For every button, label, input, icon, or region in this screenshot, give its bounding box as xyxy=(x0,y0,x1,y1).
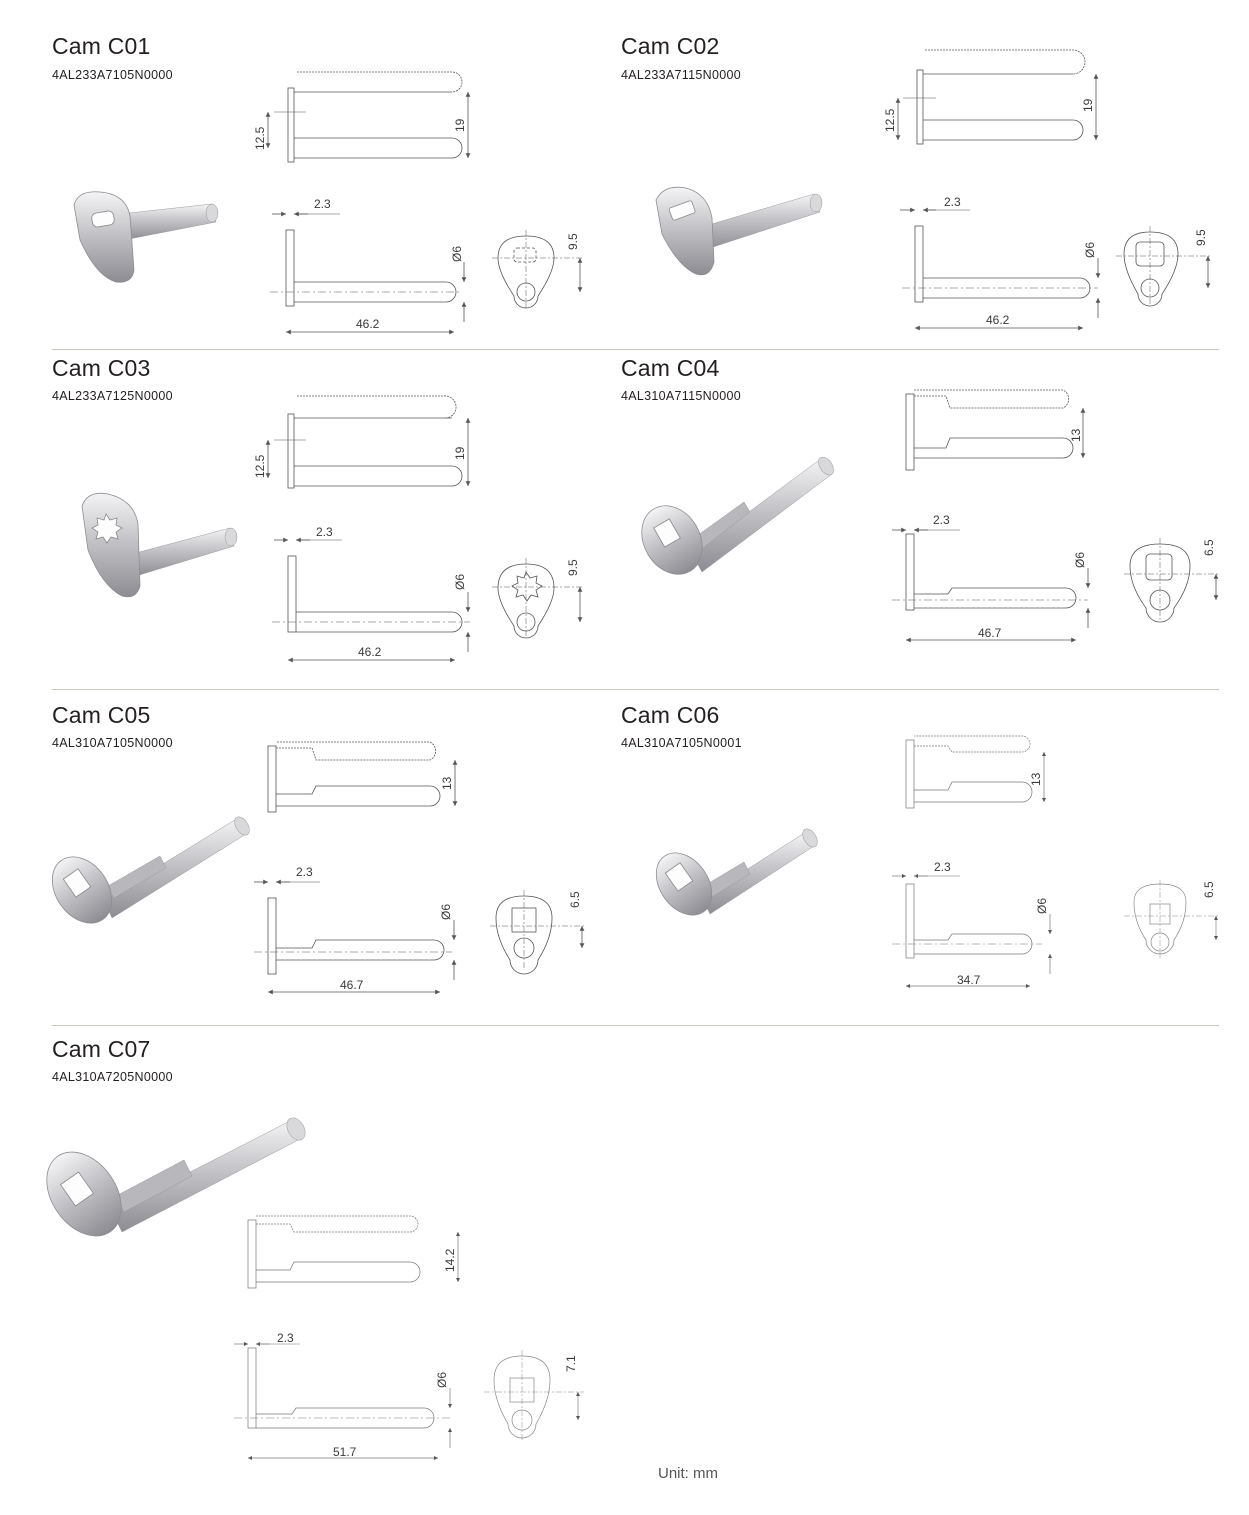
side-view xyxy=(892,530,1088,640)
dim-diameter: Ø6 xyxy=(1083,241,1097,258)
dim-diameter: Ø6 xyxy=(1073,551,1087,568)
cam-drawing xyxy=(0,0,620,349)
dim-diameter: Ø6 xyxy=(439,903,453,920)
dim-offset: 6.5 xyxy=(568,891,582,908)
top-view xyxy=(268,396,468,488)
dim-thickness: 2.3 xyxy=(314,197,331,211)
dim-offset: 9.5 xyxy=(566,559,580,576)
top-view xyxy=(268,742,455,812)
dim-thickness: 2.3 xyxy=(277,1331,294,1345)
dim-length: 46.2 xyxy=(358,645,382,659)
part-number: 4AL310A7105N0000 xyxy=(52,736,173,750)
side-view xyxy=(270,214,464,332)
dim-offset: 7.1 xyxy=(564,1355,578,1372)
dim-offset: 6.5 xyxy=(1202,881,1216,898)
cam-drawing xyxy=(568,350,1228,689)
cam-drawing xyxy=(568,690,1228,1025)
part-number: 4AL233A7125N0000 xyxy=(52,389,173,403)
cam-c07-card xyxy=(0,1026,620,1466)
cam-drawing xyxy=(0,1026,620,1466)
cam-c01-card xyxy=(0,0,620,349)
dim-length: 46.7 xyxy=(978,626,1002,640)
cam-photo xyxy=(82,493,237,597)
dim-thickness: 2.3 xyxy=(944,195,961,209)
part-number: 4AL310A7105N0001 xyxy=(621,736,742,750)
dim-length: 34.7 xyxy=(957,973,981,987)
part-number: 4AL233A7115N0000 xyxy=(621,68,741,82)
dim-offset: 9.5 xyxy=(1194,229,1208,246)
dim-thickness: 2.3 xyxy=(933,513,950,527)
dim-width: 14.2 xyxy=(443,1248,457,1272)
dim-diameter: Ø6 xyxy=(435,1371,449,1388)
dim-length: 51.7 xyxy=(333,1445,357,1459)
part-number: 4AL310A7205N0000 xyxy=(52,1070,173,1084)
dim-diameter: Ø6 xyxy=(1035,897,1049,914)
dim-width: 13 xyxy=(440,776,454,790)
cam-c06-card xyxy=(568,690,1228,1025)
cam-title: Cam C01 xyxy=(52,33,151,59)
cam-drawing xyxy=(0,350,620,689)
dim-width: 19 xyxy=(1081,98,1095,112)
dim-width: 19 xyxy=(453,118,467,132)
cam-title: Cam C05 xyxy=(52,702,151,728)
cam-photo xyxy=(656,187,822,275)
top-view xyxy=(248,1216,458,1288)
dim-thickness: 2.3 xyxy=(316,525,333,539)
top-view xyxy=(898,50,1096,144)
cam-title: Cam C03 xyxy=(52,355,151,381)
side-view xyxy=(900,210,1098,328)
side-view xyxy=(234,1344,450,1458)
dim-diameter: Ø6 xyxy=(450,245,464,262)
part-number: 4AL233A7105N0000 xyxy=(52,68,173,82)
dim-height: 12.5 xyxy=(253,126,267,150)
cam-photo xyxy=(31,1115,309,1250)
cam-title: Cam C02 xyxy=(621,33,720,59)
side-view xyxy=(892,876,1050,986)
dim-width: 13 xyxy=(1029,772,1043,786)
cam-drawing xyxy=(568,0,1228,349)
cam-c04-card xyxy=(568,350,1228,689)
dim-width: 19 xyxy=(453,446,467,460)
cam-c02-card xyxy=(568,0,1228,349)
top-view xyxy=(906,736,1044,808)
part-number: 4AL310A7115N0000 xyxy=(621,389,741,403)
cam-photo xyxy=(40,814,252,934)
side-view xyxy=(272,540,470,660)
cam-drawing xyxy=(0,690,620,1025)
cam-photo xyxy=(630,454,837,585)
dim-length: 46.2 xyxy=(986,313,1010,327)
cam-c03-card xyxy=(0,350,620,689)
cam-title: Cam C07 xyxy=(52,1036,151,1062)
dim-height: 12.5 xyxy=(253,454,267,478)
side-view xyxy=(254,882,454,992)
dim-length: 46.7 xyxy=(340,978,364,992)
dim-offset: 9.5 xyxy=(566,233,580,250)
cam-title: Cam C06 xyxy=(621,702,720,728)
top-view xyxy=(906,390,1083,470)
cam-title: Cam C04 xyxy=(621,355,720,381)
dim-thickness: 2.3 xyxy=(296,865,313,879)
dim-height: 12.5 xyxy=(883,108,897,132)
dim-offset: 6.5 xyxy=(1202,539,1216,556)
dim-length: 46.2 xyxy=(356,317,380,331)
cam-photo xyxy=(645,826,821,925)
cam-c05-card xyxy=(0,690,620,1025)
dim-thickness: 2.3 xyxy=(934,860,951,874)
cam-photo xyxy=(74,192,218,282)
dim-diameter: Ø6 xyxy=(453,573,467,590)
dim-width: 13 xyxy=(1069,428,1083,442)
top-view xyxy=(268,72,468,162)
unit-label: Unit: mm xyxy=(658,1465,718,1482)
